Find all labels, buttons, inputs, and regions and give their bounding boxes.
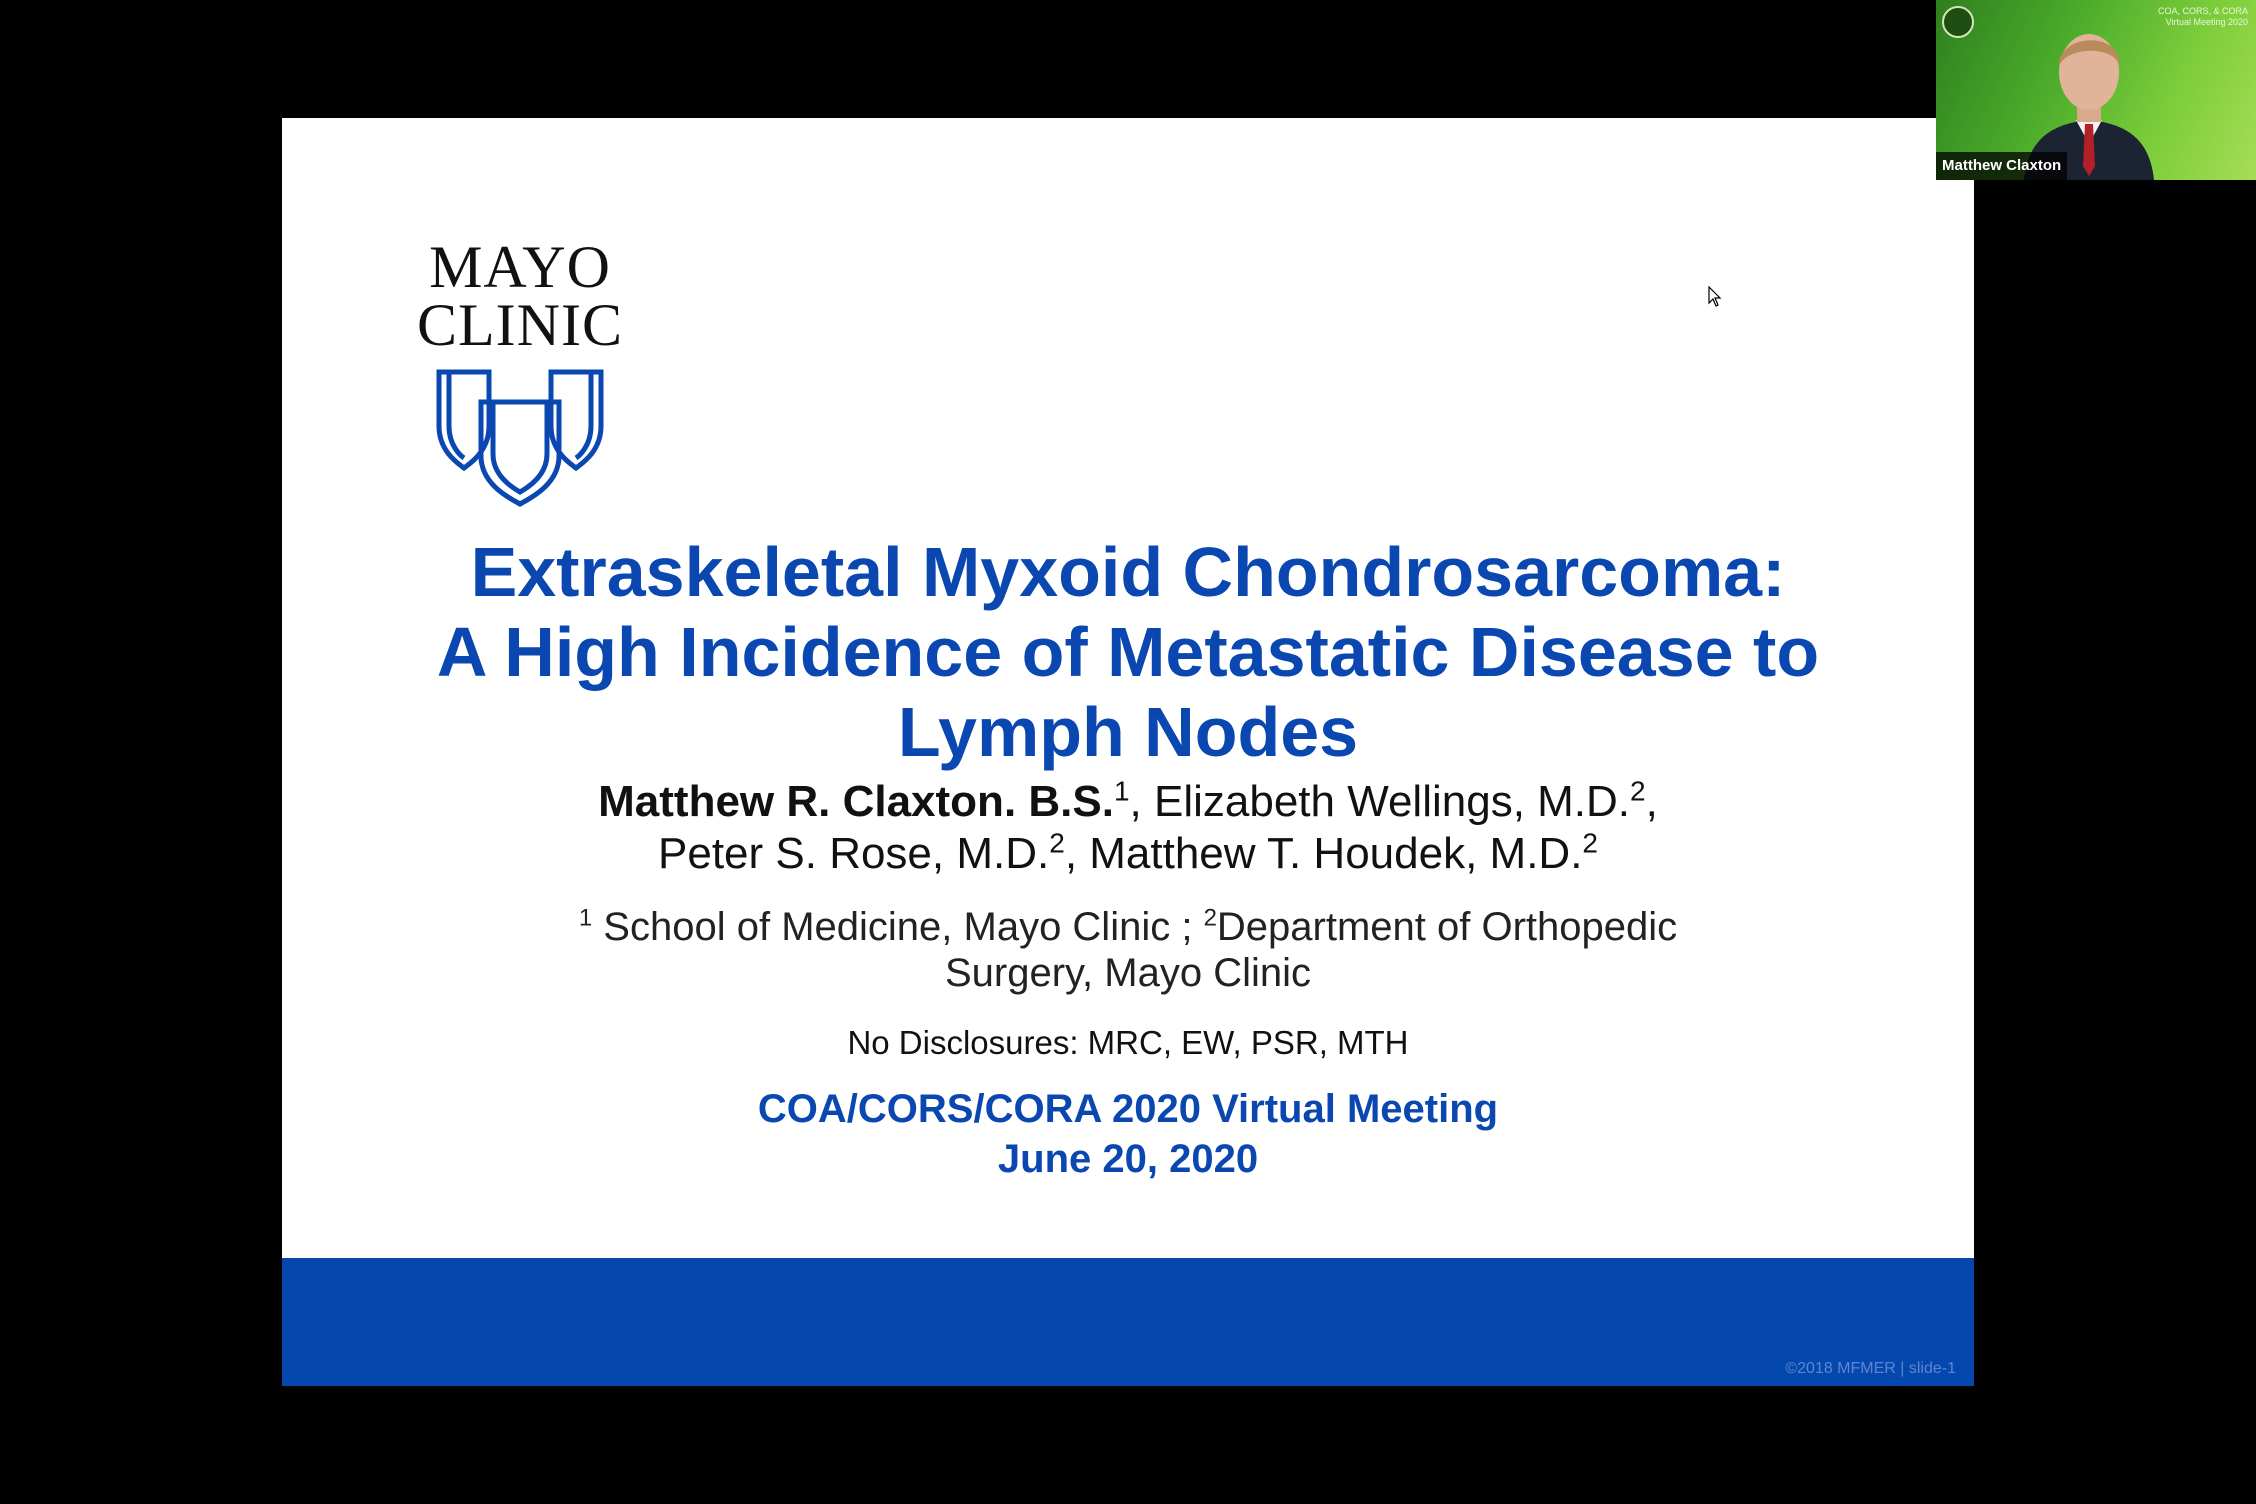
title-line-1: Extraskeletal Myxoid Chondrosarcoma: (470, 533, 1786, 611)
author-line-1 (282, 776, 1974, 828)
event-badge-icon (1942, 6, 1974, 38)
title-line-3: Lymph Nodes (897, 693, 1359, 771)
author-affil-sup: 2 (1582, 827, 1598, 859)
author-affil-sup: 2 (1630, 775, 1646, 807)
mayo-clinic-logo (400, 234, 640, 508)
affiliations (282, 904, 1974, 996)
author-name: , Elizabeth Wellings, M.D. (1129, 777, 1631, 826)
event-label-line-2: Virtual Meeting 2020 (2165, 17, 2248, 27)
author-separator: , (1645, 777, 1658, 826)
affil-sup: 2 (1203, 904, 1217, 932)
disclosures: No Disclosures: MRC, EW, PSR, MTH (847, 1024, 1409, 1061)
title-line-2: A High Incidence of Metastatic Disease to (436, 613, 1820, 691)
affil-sup: 1 (578, 904, 593, 932)
meeting-name: COA/CORS/CORA 2020 Virtual Meeting (757, 1087, 1499, 1131)
webcam-video-tile[interactable] (1936, 0, 2256, 180)
meeting-date: June 20, 2020 (997, 1137, 1259, 1181)
affiliation-line-2: Surgery, Mayo Clinic (944, 951, 1312, 995)
presentation-slide (282, 118, 1974, 1386)
meeting-info (282, 1084, 1974, 1184)
presenting-author: Matthew R. Claxton. B.S. (598, 777, 1114, 826)
affiliation-line-1 (282, 904, 1974, 950)
author-list (282, 776, 1974, 880)
mouse-cursor-icon (1708, 286, 1722, 308)
author-line-2 (282, 828, 1974, 880)
affil-text: School of Medicine, Mayo Clinic ; (592, 905, 1204, 949)
logo-word-clinic: CLINIC (417, 292, 623, 358)
mayo-shield-icon (435, 368, 605, 508)
slide-title (282, 532, 1974, 772)
participant-name-label: Matthew Claxton (1936, 152, 2067, 180)
author-name: , Matthew T. Houdek, M.D. (1064, 829, 1583, 878)
author-name: Peter S. Rose, M.D. (658, 829, 1050, 878)
event-label-line-1: COA, CORS, & CORA (2157, 6, 2248, 16)
event-label (2158, 6, 2248, 28)
copyright-slide-number: ©2018 MFMER | slide-1 (1785, 1360, 1956, 1377)
footer-band (282, 1258, 1974, 1386)
author-affil-sup: 2 (1049, 827, 1065, 859)
affil-text: Department of Orthopedic (1216, 905, 1678, 949)
author-affil-sup: 1 (1113, 775, 1130, 807)
logo-word-mayo: MAYO (429, 234, 611, 300)
